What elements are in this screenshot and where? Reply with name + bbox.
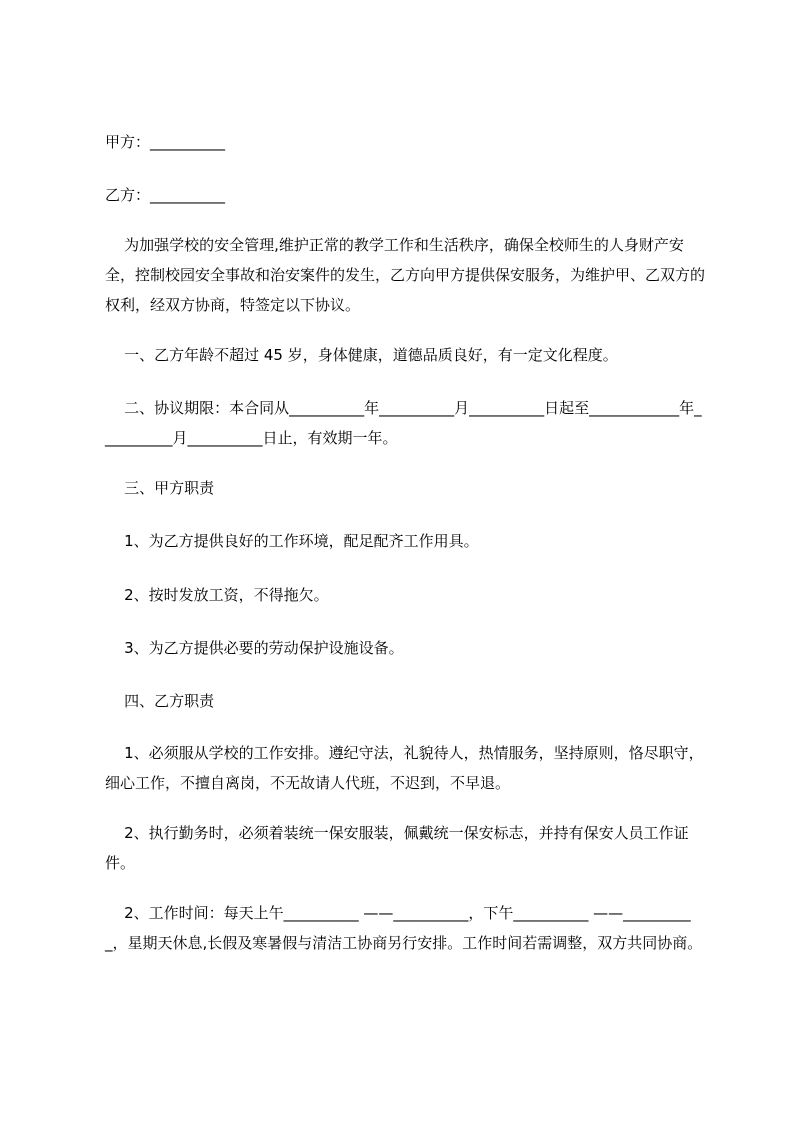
clause-3-item-2: 2、按时发放工资，不得拖欠。 xyxy=(105,586,329,604)
intro-paragraph: 为加强学校的安全管理,维护正常的教学工作和生活秩序，确保全校师生的人身财产安全，控制校园安全事故和治安案件的发生，乙方向甲方提供保安服务，为维护甲、乙双方的权利，经双方协商，特签定以下协议。 xyxy=(105,236,706,314)
clause-4-title: 四、乙方职责 xyxy=(105,692,215,710)
party-a-line: 甲方：__________ xyxy=(105,133,226,151)
clause-3-title: 三、甲方职责 xyxy=(105,479,215,497)
clause-4-item-3: 2、工作时间：每天上午__________ ——__________，下午__________ ——__________，星期天休息,长假及寒暑假与清洁工协商另行安排。工作时间若需调整，双方共同协商。 xyxy=(105,904,703,952)
clause-4-item-2: 2、执行勤务时，必须着装统一保安服装，佩戴统一保安标志，并持有保安人员工作证件。 xyxy=(105,824,689,872)
clause-2-term: 二、协议期限：本合同从__________年__________月__________日起至____________年__________月__________日止，有效期一年。 xyxy=(105,399,702,447)
clause-3-item-3: 3、为乙方提供必要的劳动保护设施设备。 xyxy=(105,639,404,657)
clause-4-item-1: 1、必须服从学校的工作安排。遵纪守法，礼貌待人，热情服务，坚持原则，恪尽职守，细心工作，不擅自离岗，不无故请人代班，不迟到，不早退。 xyxy=(105,744,704,792)
clause-1: 一、乙方年龄不超过 45 岁，身体健康，道德品质良好，有一定文化程度。 xyxy=(105,346,618,364)
clause-3-item-1: 1、为乙方提供良好的工作环境，配足配齐工作用具。 xyxy=(105,532,479,550)
party-b-line: 乙方：__________ xyxy=(105,186,226,204)
